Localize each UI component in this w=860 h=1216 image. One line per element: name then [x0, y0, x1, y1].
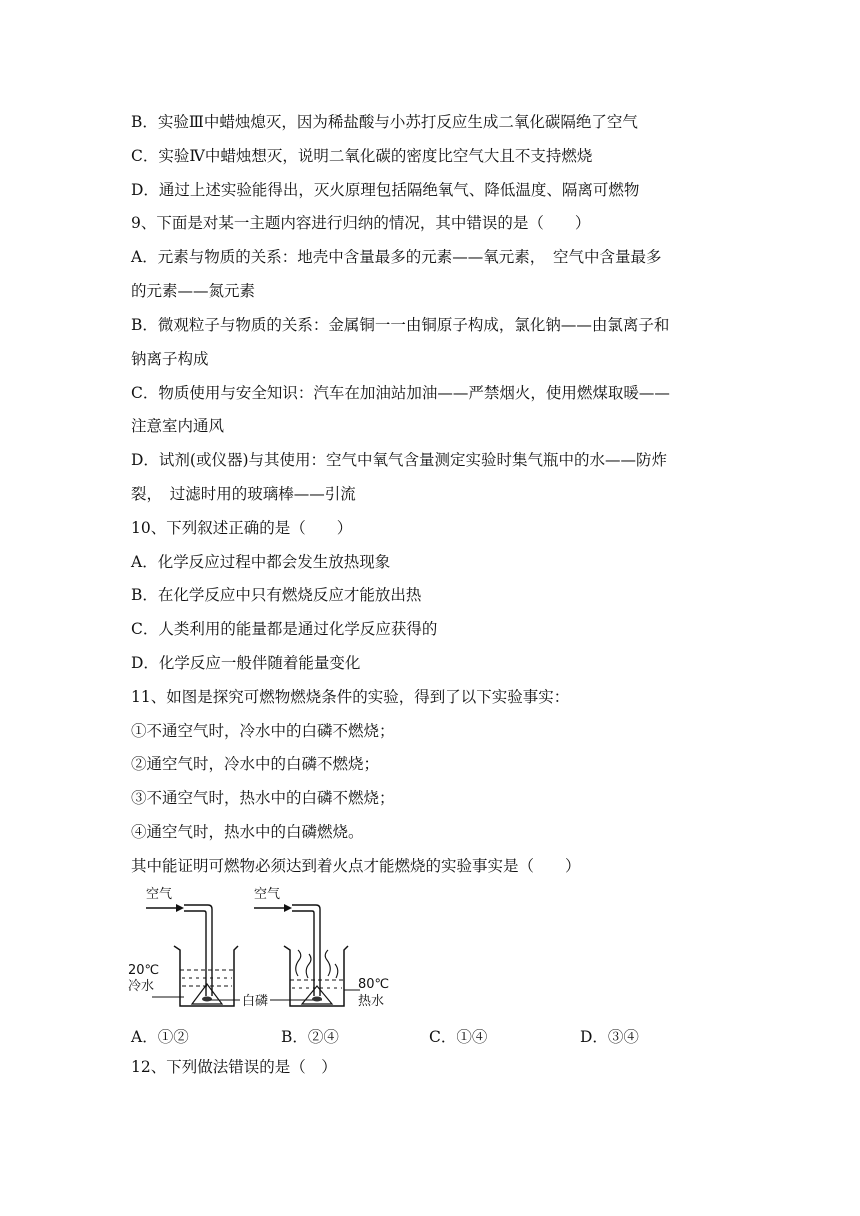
choice-c[interactable]: C．①④	[429, 1028, 488, 1046]
text-line: A．元素与物质的关系：地壳中含量最多的元素——氧元素， 空气中含量最多	[131, 248, 662, 266]
text-line: D．试剂(或仪器)与其使用：空气中氧气含量测定实验时集气瓶中的水——防炸	[131, 451, 668, 469]
phosphorus-label: 白磷	[242, 994, 269, 1009]
question-10-stem: 10、下列叙述正确的是（ ）	[131, 519, 353, 537]
text-line: B．实验Ⅲ中蜡烛熄灭，因为稀盐酸与小苏打反应生成二氧化碳隔绝了空气	[131, 113, 638, 131]
question-11-stem: 11、如图是探究可燃物燃烧条件的实验，得到了以下实验事实：	[131, 688, 570, 706]
choice-a[interactable]: A．①②	[131, 1028, 189, 1046]
text-line: ③不通空气时，热水中的白磷不燃烧；	[131, 789, 395, 807]
text-line: 的元素——氮元素	[131, 282, 256, 300]
text-line: D．通过上述实验能得出，灭火原理包括隔绝氧气、降低温度、隔离可燃物	[131, 181, 640, 199]
temp-label-right: 80℃	[358, 977, 390, 992]
text-line: B．在化学反应中只有燃烧反应才能放出热	[131, 586, 422, 604]
text-line: C．实验Ⅳ中蜡烛想灭，说明二氧化碳的密度比空气大且不支持燃烧	[131, 147, 593, 165]
text-line: 钠离子构成	[131, 350, 209, 368]
text-line: ②通空气时，冷水中的白磷不燃烧；	[131, 755, 380, 773]
text-line: 其中能证明可燃物必须达到着火点才能燃烧的实验事实是（ ）	[131, 857, 581, 875]
water-label-right: 热水	[358, 994, 385, 1009]
question-9-stem: 9、下面是对某一主题内容进行归纳的情况，其中错误的是（ ）	[131, 214, 591, 232]
text-line: C．人类利用的能量都是通过化学反应获得的	[131, 620, 438, 638]
steam-line	[296, 950, 301, 976]
combustion-experiment-diagram	[126, 884, 486, 1014]
phosphorus-right	[312, 997, 322, 1002]
text-line: ①不通空气时，冷水中的白磷不燃烧；	[131, 722, 395, 740]
text-line: 裂， 过滤时用的玻璃棒——引流	[131, 485, 356, 503]
air-arrow-head-right	[284, 904, 292, 912]
phosphorus-left	[202, 997, 212, 1002]
text-line: ④通空气时，热水中的白磷燃烧。	[131, 823, 364, 841]
air-tube-right	[292, 905, 320, 996]
text-line: D．化学反应一般伴随着能量变化	[131, 654, 361, 672]
air-tube-left	[184, 905, 212, 996]
air-label-left: 空气	[146, 887, 173, 902]
question-11-choices	[131, 1025, 731, 1047]
temp-label-left: 20℃	[128, 963, 160, 978]
water-label-left: 冷水	[128, 979, 155, 994]
text-line: A．化学反应过程中都会发生放热现象	[131, 553, 391, 571]
question-12-stem: 12、下列做法错误的是（ ）	[131, 1058, 337, 1076]
air-label-right: 空气	[254, 887, 281, 902]
text-line: C．物质使用与安全知识：汽车在加油站加油——严禁烟火，使用燃煤取暖——	[131, 384, 670, 402]
text-line: B．微观粒子与物质的关系：金属铜一一由铜原子构成，氯化钠——由氯离子和	[131, 316, 670, 334]
choice-d[interactable]: D．③④	[580, 1028, 639, 1046]
choice-b[interactable]: B．②④	[281, 1028, 339, 1046]
text-line: 注意室内通风	[131, 417, 225, 435]
air-arrow-head-left	[176, 904, 184, 912]
